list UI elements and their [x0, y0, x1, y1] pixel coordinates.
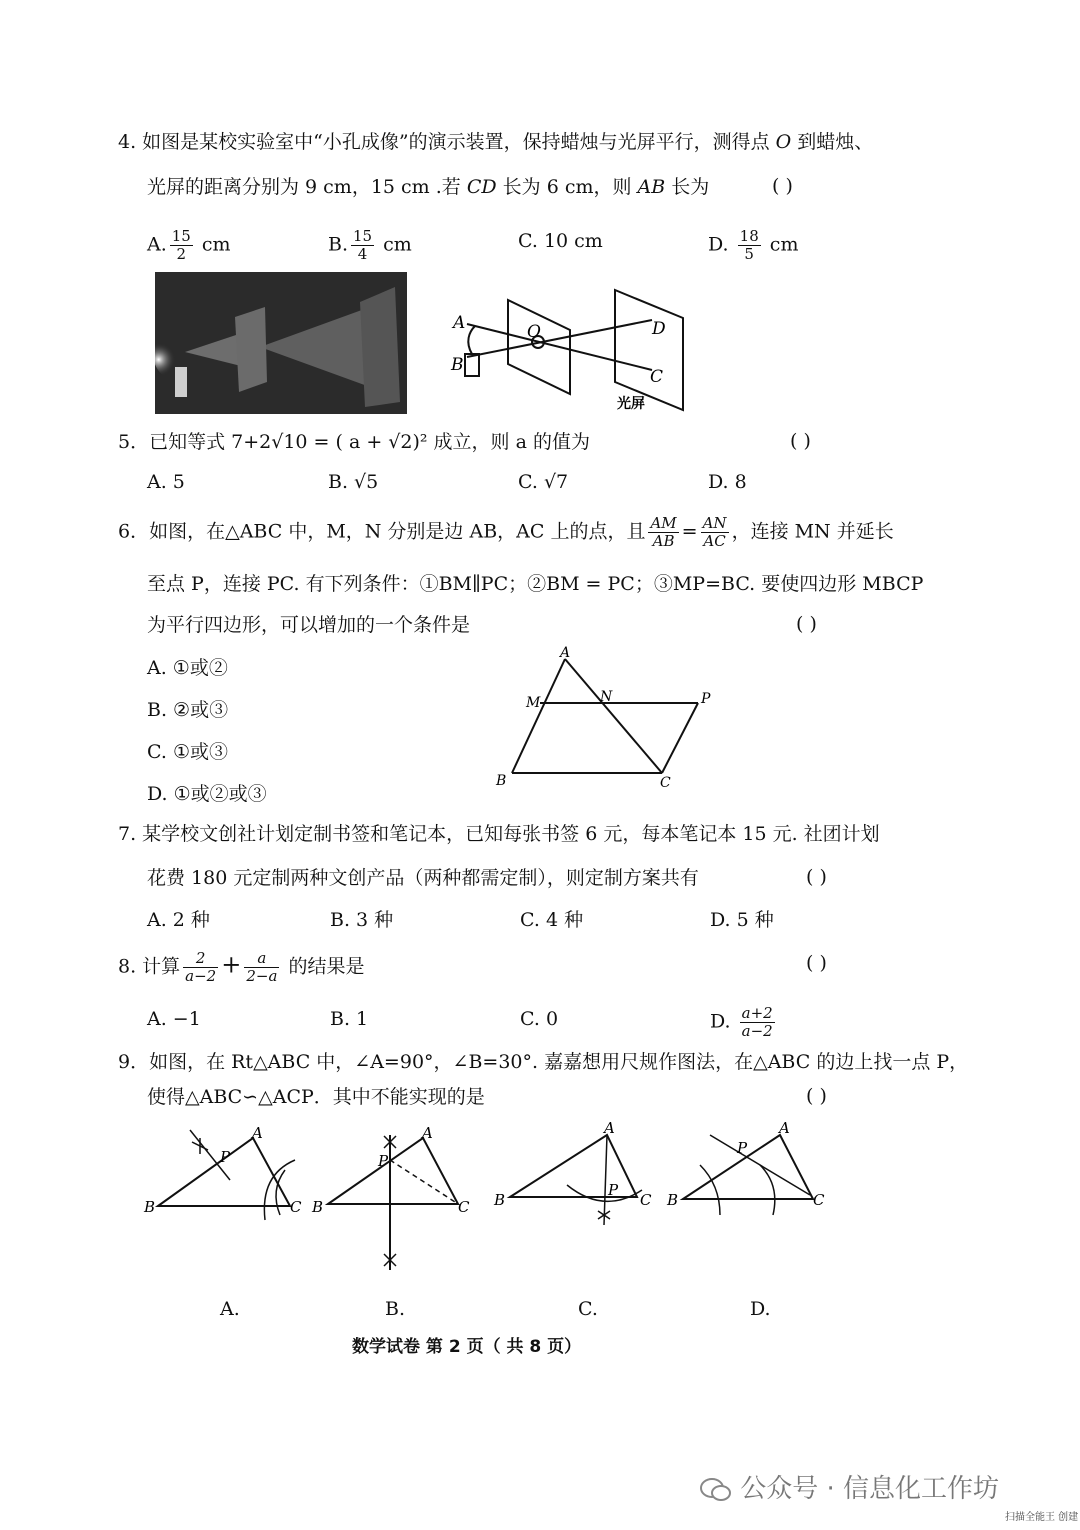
- q9a-label-p: P: [220, 1148, 231, 1166]
- q4-label-b: B: [451, 355, 464, 375]
- q7-stem-line1: 7. 某学校文创社计划定制书签和笔记本，已知每张书签 6 元，每本笔记本 15 元. 社团计划: [118, 823, 880, 845]
- q6-option-a: A. ①或②: [147, 657, 228, 679]
- q9b-label-b: B: [312, 1198, 324, 1216]
- q6-option-d: D. ①或②或③: [147, 783, 267, 805]
- q4-stem-line2: 光屏的距离分别为 9 cm，15 cm .若 CD 长为 6 cm，则 AB 长为: [147, 176, 710, 198]
- watermark: 公众号 · 信息化工作坊: [700, 1468, 999, 1505]
- q4-option-d: D. $\frac{18}{5}$ cm: [708, 227, 799, 263]
- q5-answer-blank: ( ): [790, 430, 811, 452]
- q6-answer-blank: ( ): [796, 613, 817, 635]
- q8-answer-blank: ( ): [806, 952, 827, 974]
- q4-label-o: O: [527, 322, 541, 342]
- q6-label-b: B: [496, 773, 507, 789]
- q7-answer-blank: ( ): [806, 866, 827, 888]
- q9b-label-a: A: [422, 1124, 433, 1142]
- q5-option-c: C. √7: [518, 471, 569, 493]
- q6-label-p: P: [701, 691, 711, 707]
- q4-option-c: C. 10 cm: [518, 230, 603, 252]
- q4-pinhole-diagram: [445, 282, 705, 422]
- q9c-label-c: C: [640, 1191, 652, 1209]
- q9c-label-a: A: [604, 1119, 615, 1137]
- q6-option-b: B. ②或③: [147, 699, 229, 721]
- q9c-label-b: B: [494, 1191, 506, 1209]
- q6-stem-line1: 6．如图，在△ABC 中，M，N 分别是边 AB，AC 上的点，且 $\frac{AM}{AB}$ = $\frac{AN}{AC}$ ，连接 MN 并延长: [118, 514, 894, 550]
- q7-option-c: C. 4 种: [520, 909, 584, 931]
- q4-label-screen: 光屏: [617, 396, 645, 412]
- q9d-label-p: P: [737, 1139, 748, 1157]
- q4-label-c: C: [650, 367, 664, 387]
- scan-note: 扫描全能王 创建: [1005, 1512, 1079, 1523]
- q9-option-a: A.: [220, 1298, 240, 1320]
- q6-label-n: N: [600, 689, 613, 705]
- q9a-label-c: C: [290, 1198, 302, 1216]
- q9-option-c: C.: [578, 1298, 598, 1320]
- q9a-label-a: A: [252, 1124, 263, 1142]
- q6-parallelogram-diagram: [490, 645, 730, 795]
- q9d-label-a: A: [779, 1119, 790, 1137]
- q9-stem-line2: 使得△ABC∽△ACP．其中不能实现的是: [147, 1086, 485, 1108]
- q8-option-d: D. $\frac{a+2}{a-2}$: [710, 1004, 773, 1040]
- q6-label-c: C: [660, 775, 671, 791]
- q4-option-b: B. $\frac{15}{4}$ cm: [328, 227, 412, 263]
- q4-answer-blank: ( ): [772, 175, 793, 197]
- q9b-label-p: P: [378, 1152, 389, 1170]
- q6-label-a: A: [560, 645, 571, 661]
- q5-option-d: D. 8: [708, 471, 747, 493]
- q6-label-m: M: [526, 695, 541, 711]
- q8-option-a: A. −1: [147, 1008, 201, 1030]
- q5-stem: 5．已知等式 7+2√10 = ( a + √2)² 成立，则 a 的值为: [118, 431, 590, 453]
- q9-figure-a: [140, 1120, 310, 1260]
- q9-option-d: D.: [750, 1298, 771, 1320]
- q8-stem: 8. 计算 $\frac{2}{a-2}$ + $\frac{a}{2-a}$ 的结果是: [118, 949, 365, 985]
- q9d-label-c: C: [813, 1191, 825, 1209]
- q9b-label-c: C: [458, 1198, 470, 1216]
- wechat-icon: [700, 1477, 732, 1503]
- q7-option-a: A. 2 种: [147, 909, 210, 931]
- q4-label-a: A: [453, 313, 466, 333]
- q9-answer-blank: ( ): [806, 1085, 827, 1107]
- q9a-label-b: B: [144, 1198, 156, 1216]
- q4-label-d: D: [652, 319, 666, 339]
- q5-option-b: B. √5: [328, 471, 379, 493]
- q7-option-d: D. 5 种: [710, 909, 774, 931]
- page-footer: 数学试卷 第 2 页（ 共 8 页）: [352, 1337, 582, 1357]
- q9-figure-c: [492, 1115, 662, 1235]
- q9-figure-d: [665, 1115, 835, 1235]
- q6-stem-line2: 至点 P，连接 PC. 有下列条件：①BM∥PC；②BM = PC；③MP=BC. 要使四边形 MBCP: [147, 573, 924, 595]
- q8-option-b: B. 1: [330, 1008, 369, 1030]
- q6-stem-line3: 为平行四边形，可以增加的一个条件是: [147, 614, 471, 636]
- q8-option-c: C. 0: [520, 1008, 559, 1030]
- q7-stem-line2: 花费 180 元定制两种文创产品（两种都需定制），则定制方案共有: [147, 867, 699, 889]
- q7-option-b: B. 3 种: [330, 909, 394, 931]
- q6-option-c: C. ①或③: [147, 741, 228, 763]
- q9c-label-p: P: [608, 1181, 619, 1199]
- q4-pinhole-photo: [155, 272, 407, 414]
- q5-option-a: A. 5: [147, 471, 185, 493]
- q9-option-b: B.: [385, 1298, 406, 1320]
- q9-stem-line1: 9．如图，在 Rt△ABC 中，∠A=90°，∠B=30°. 嘉嘉想用尺规作图法，在△ABC 的边上找一点 P，: [118, 1051, 969, 1073]
- q9d-label-b: B: [667, 1191, 679, 1209]
- q9-figure-b: [310, 1120, 480, 1280]
- q4-option-a: A. $\frac{15}{2}$ cm: [147, 227, 231, 263]
- q4-stem-line1: 4. 如图是某校实验室中“小孔成像”的演示装置，保持蜡烛与光屏平行，测得点 O 到蜡烛、: [118, 131, 874, 153]
